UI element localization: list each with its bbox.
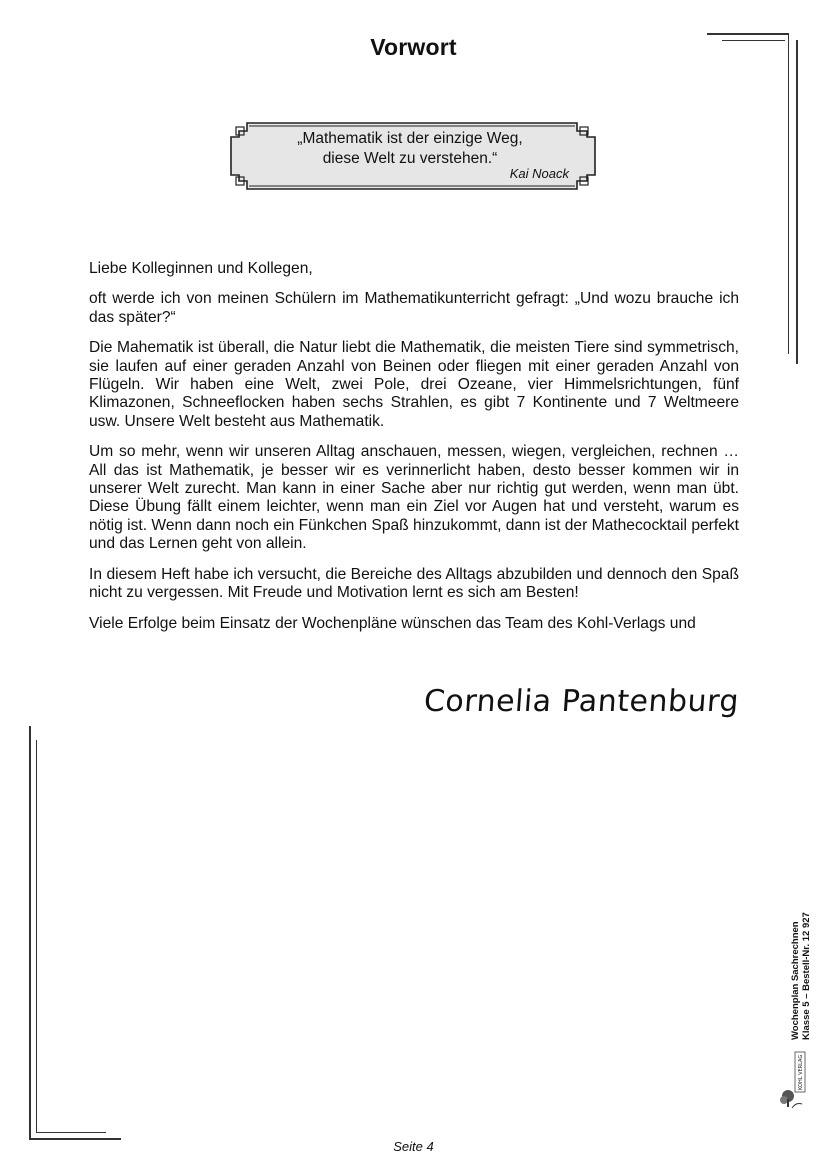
quote-line-1: „Mathematik ist der einzige Weg, bbox=[297, 130, 523, 147]
side-product: Wochenplan Sachrechnen bbox=[790, 921, 801, 1040]
quote-line-2: diese Welt zu verstehen.“ bbox=[322, 150, 498, 167]
side-details: Klasse 5 – Bestell-Nr. 12 927 bbox=[801, 912, 812, 1040]
page-title: Vorwort bbox=[370, 34, 457, 60]
quote-text bbox=[229, 129, 591, 169]
tree-icon bbox=[778, 1050, 808, 1110]
quote-author: Kai Noack bbox=[509, 166, 569, 181]
frame-bottom-left-v2 bbox=[36, 740, 37, 1133]
paragraph-3: Um so mehr, wenn wir unseren Alltag anschauen, messen, wiegen, vergleichen, rechnen … All das ist Mathematik, je besser wir es verinnerlicht haben, desto besser kommen wir in unserer Welt zurecht. Man kann in einer Sache aber nur richtig gut werden, wenn man übt. Diese Übung fällt einem leichter, wenn man ein Ziel vor Augen hat und versteht, warum es nötig ist. Wenn dann noch ein Fünkchen Spaß hinzukommt, dann ist der Mathecocktail perfekt und das Lernen geht von allein. bbox=[89, 443, 739, 553]
page-number: Seite 4 bbox=[393, 1139, 434, 1154]
author-signature: Cornelia Pantenburg bbox=[422, 684, 741, 719]
body-text bbox=[89, 260, 739, 645]
frame-top-right-v2 bbox=[788, 34, 789, 354]
paragraph-1: oft werde ich von meinen Schülern im Mathematikunterricht gefragt: „Und wozu brauche ich das später?“ bbox=[89, 290, 739, 326]
paragraph-5: Viele Erfolge beim Einsatz der Wochenpläne wünschen das Team des Kohl-Verlags und bbox=[89, 614, 696, 632]
frame-bottom-left-v1 bbox=[29, 726, 31, 1139]
greeting: Liebe Kolleginnen und Kollegen, bbox=[89, 260, 313, 277]
side-info bbox=[790, 880, 814, 1040]
frame-bottom-left-h2 bbox=[36, 1132, 106, 1133]
publisher-logo bbox=[778, 1050, 808, 1110]
logo-text: KOHL VERLAG bbox=[798, 1054, 804, 1090]
quote-banner bbox=[229, 121, 597, 191]
frame-top-right-v1 bbox=[796, 40, 798, 364]
paragraph-2: Die Mahematik ist überall, die Natur liebt die Mathematik, die meisten Tiere sind symmetrisch, sie laufen auf einer geraden Anzahl von Beinen oder fliegen mit einer geraden Anzahl von Flügeln. Wir haben eine Welt, zwei Pole, drei Ozeane, vier Himmelsrichtungen, fünf Klimazonen, Schneeflocken haben sechs Strahlen, es gibt 7 Kontinente und 7 Weltmeere usw. Unsere Welt besteht aus Mathematik. bbox=[89, 339, 739, 430]
paragraph-4: In diesem Heft habe ich versucht, die Bereiche des Alltags abzubilden und dennoch den Spaß nicht zu vergessen. Mit Freude und Motivation lernt es sich am Besten! bbox=[89, 565, 739, 602]
